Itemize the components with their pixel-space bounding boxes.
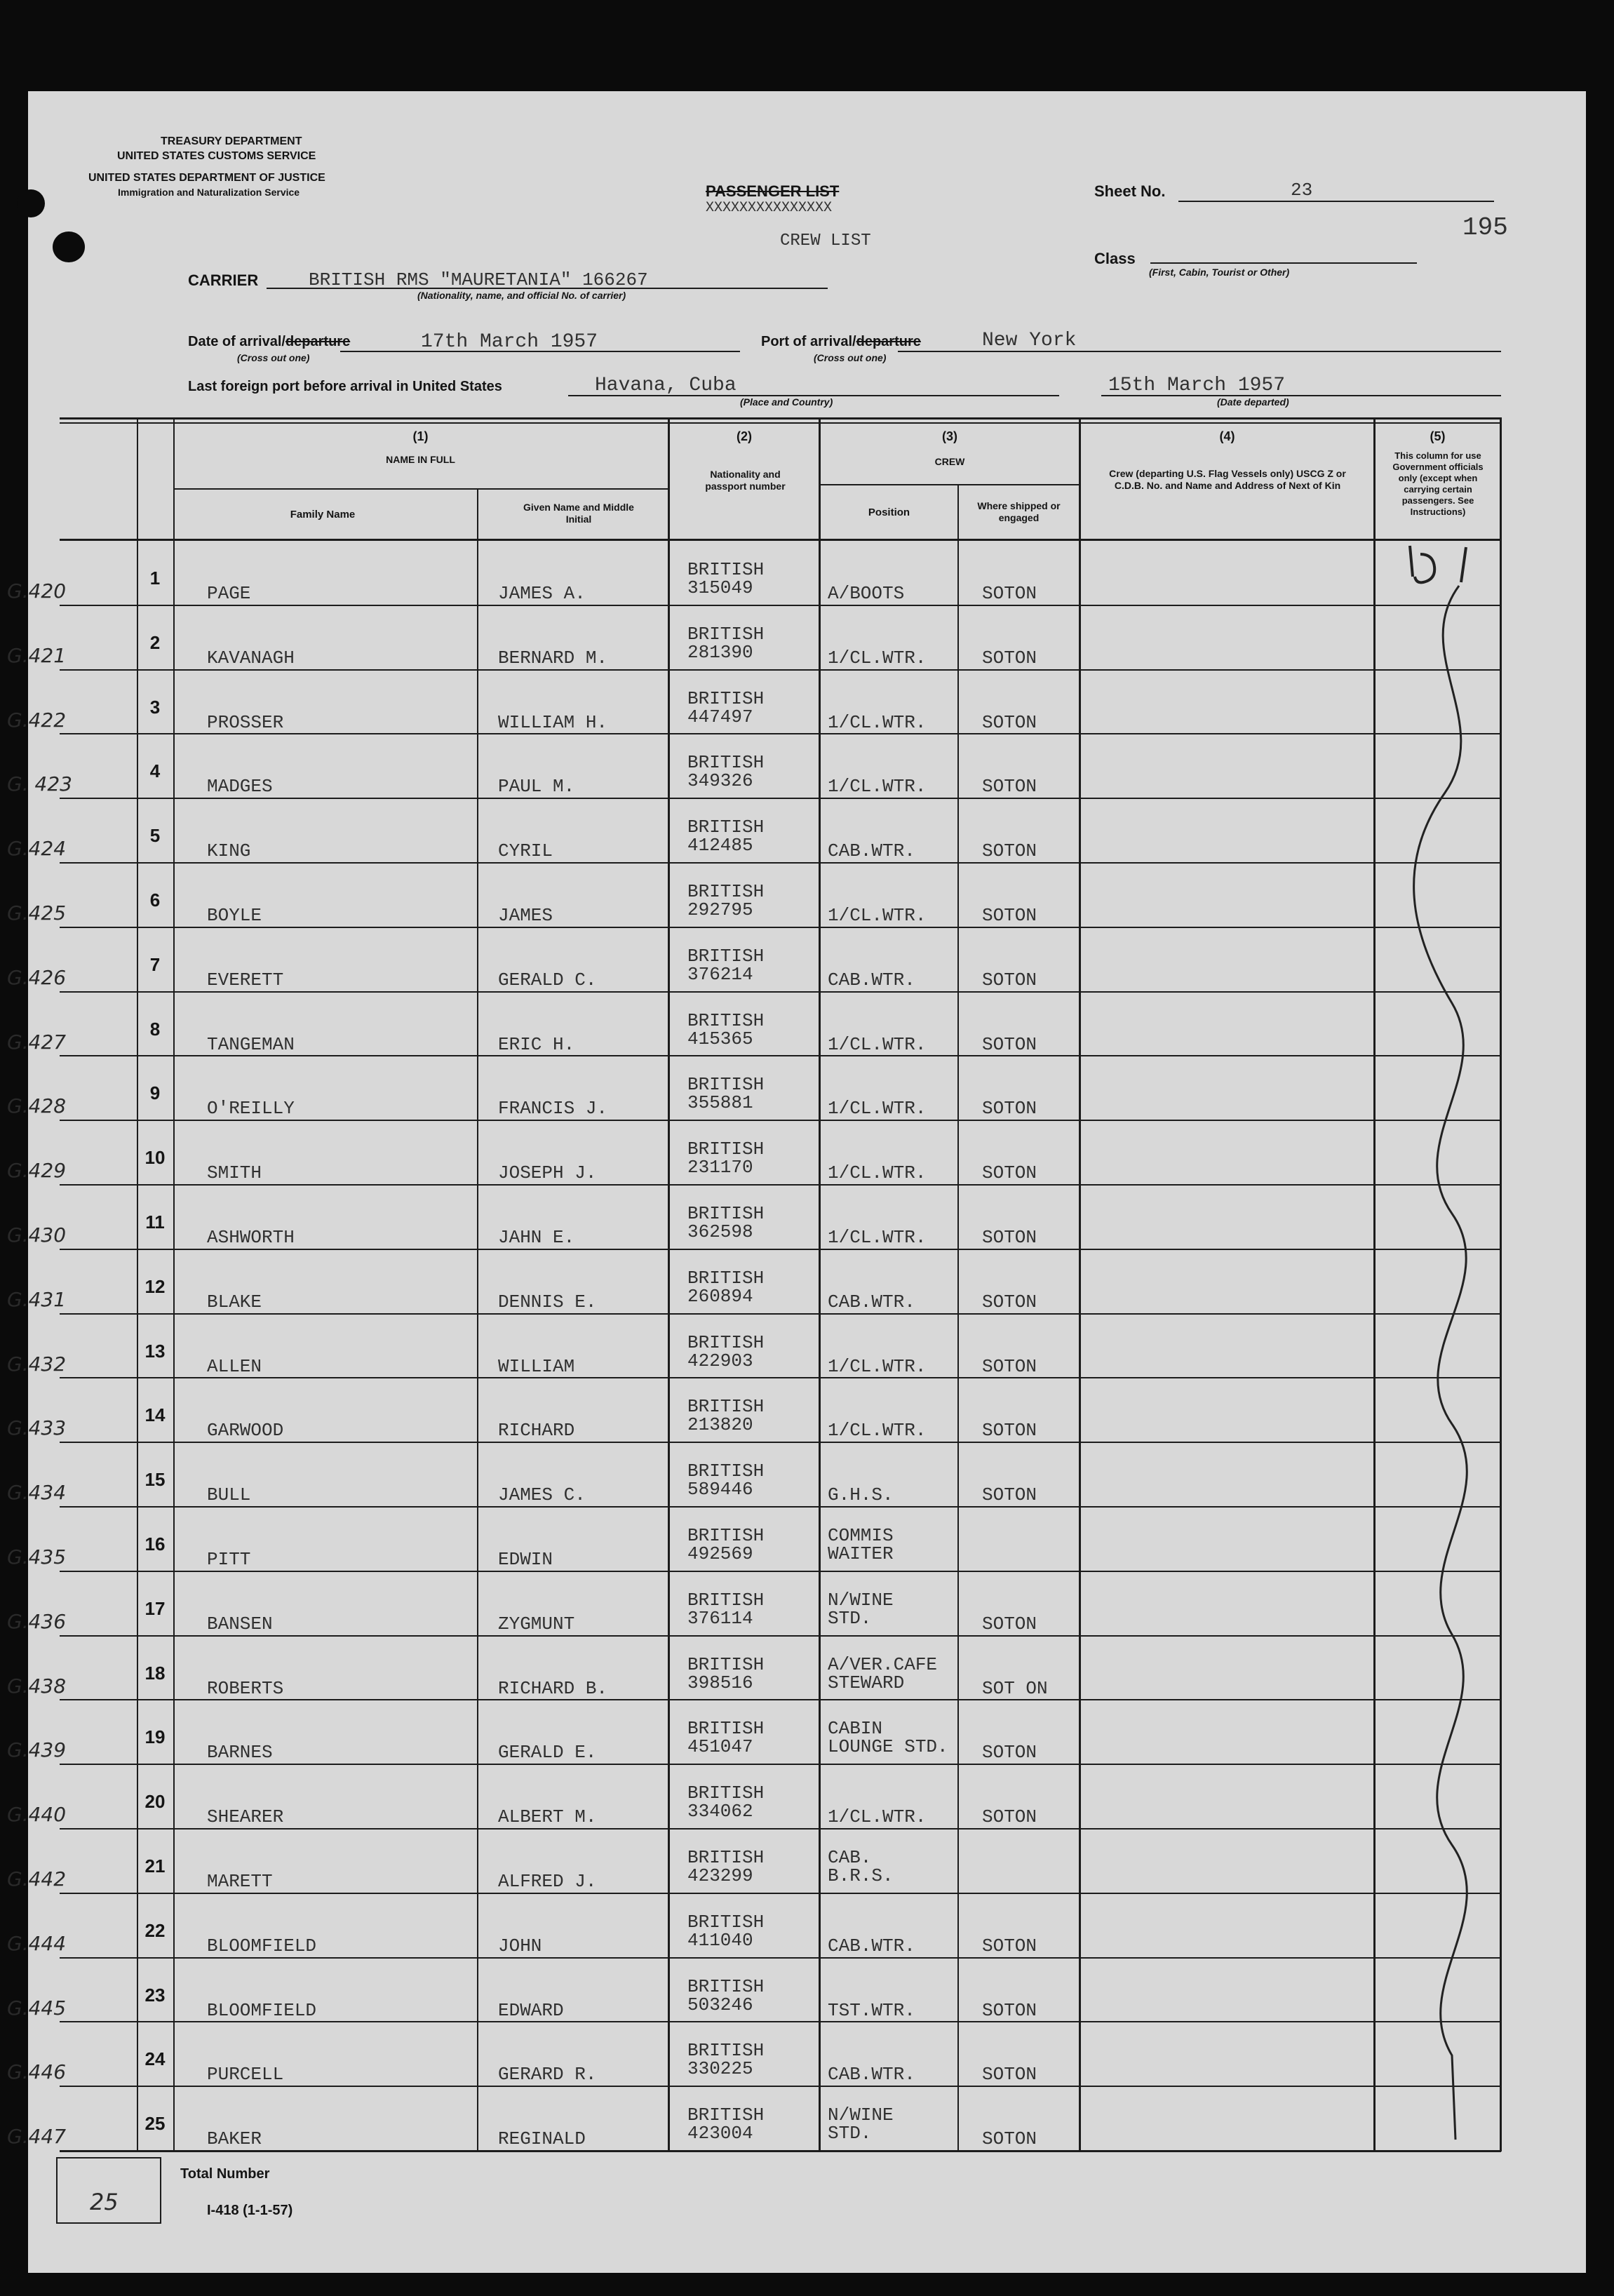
table-row — [7, 863, 1586, 927]
row-given-name: RICHARD — [498, 1420, 575, 1442]
row-number: 12 — [144, 1275, 166, 1297]
col5-title: This column for use Government officials only (except when carrying certain passengers. See Instructions) — [1392, 450, 1484, 517]
row-g-number: G.438 — [7, 1674, 67, 1698]
row-given-name: EDWIN — [498, 1549, 553, 1570]
row-position: 1/CL.WTR. — [828, 647, 927, 669]
row-g-number: G.434 — [7, 1481, 67, 1505]
row-family-name: GARWOOD — [207, 1420, 284, 1442]
row-position: A/VER.CAFE — [828, 1653, 938, 1675]
row-g-number: G. 423 — [7, 772, 72, 796]
total-box-left — [56, 2157, 58, 2224]
row-passport: 398516 — [687, 1672, 753, 1693]
row-passport: 213820 — [687, 1414, 753, 1436]
row-number: 10 — [144, 1147, 166, 1169]
row-shipped: SOTON — [982, 1033, 1037, 1055]
row-position: CAB. — [828, 1847, 872, 1868]
row-given-name: EDWARD — [498, 1999, 564, 2021]
row-position: N/WINE — [828, 2104, 894, 2126]
row-number: 18 — [144, 1662, 166, 1684]
row-g-number: G.433 — [7, 1416, 67, 1440]
row-shipped: SOTON — [982, 1999, 1037, 2021]
row-position: 1/CL.WTR. — [828, 776, 927, 798]
header-sub-divider-name — [173, 488, 668, 490]
row-nationality: BRITISH — [687, 1525, 765, 1546]
header-sub-divider-crew — [819, 484, 1079, 485]
row-position: A/BOOTS — [828, 583, 905, 604]
row-shipped: SOTON — [982, 711, 1037, 733]
foreign-port-hint: (Place and Country) — [740, 396, 833, 408]
row-position: G.H.S. — [828, 1484, 894, 1506]
agency-line-2: UNITED STATES CUSTOMS SERVICE — [117, 150, 316, 162]
row-family-name: BLOOMFIELD — [207, 1935, 317, 1956]
row-nationality: BRITISH — [687, 1847, 765, 1868]
row-passport: 334062 — [687, 1801, 753, 1822]
carrier-label: CARRIER — [188, 271, 259, 289]
row-given-name: ZYGMUNT — [498, 1613, 575, 1634]
row-g-number: G.421 — [7, 643, 67, 667]
port-of-arrival-hint: (Cross out one) — [814, 352, 887, 363]
row-g-number: G.430 — [7, 1223, 67, 1247]
row-divider — [60, 2150, 1501, 2151]
row-family-name: O'REILLY — [207, 1098, 295, 1120]
col2-number: (2) — [737, 429, 752, 443]
row-passport: 315049 — [687, 577, 753, 598]
row-number: 5 — [149, 825, 161, 847]
row-nationality: BRITISH — [687, 1911, 765, 1933]
row-number: 16 — [144, 1533, 166, 1555]
row-number: 13 — [144, 1340, 166, 1362]
col4-number: (4) — [1219, 429, 1235, 443]
row-nationality: BRITISH — [687, 1203, 765, 1224]
port-departure-struck: departure — [856, 334, 921, 349]
row-position-line2: STD. — [828, 1607, 872, 1629]
col1-title: NAME IN FULL — [386, 454, 455, 465]
row-shipped: SOTON — [982, 2128, 1037, 2150]
row-given-name: ALFRED J. — [498, 1871, 597, 1892]
row-given-name: WILLIAM H. — [498, 711, 608, 733]
row-passport: 330225 — [687, 2058, 753, 2080]
row-given-name: JAMES A. — [498, 583, 586, 604]
row-g-number: G.436 — [7, 1609, 67, 1633]
row-family-name: SHEARER — [207, 1806, 284, 1828]
row-passport: 355881 — [687, 1092, 753, 1114]
row-position-line2: STEWARD — [828, 1672, 905, 1693]
row-given-name: PAUL M. — [498, 776, 575, 798]
row-nationality: BRITISH — [687, 817, 765, 838]
sheet-no-underline — [1178, 201, 1494, 202]
col-position-header: Position — [868, 506, 910, 518]
row-number: 7 — [149, 953, 161, 975]
row-g-number: G.427 — [7, 1030, 67, 1054]
title-crew-list: CREW LIST — [780, 231, 871, 250]
row-g-number: G.442 — [7, 1867, 67, 1891]
row-passport: 492569 — [687, 1543, 753, 1564]
table-row — [7, 1442, 1586, 1507]
table-row — [7, 1764, 1586, 1829]
row-shipped: SOTON — [982, 905, 1037, 926]
row-position: COMMIS — [828, 1525, 894, 1546]
row-given-name: JAMES — [498, 905, 553, 926]
row-g-number: G.447 — [7, 2125, 67, 2149]
row-number: 25 — [144, 2113, 166, 2135]
row-g-number: G.422 — [7, 708, 67, 732]
row-family-name: MARETT — [207, 1871, 273, 1892]
row-number: 4 — [149, 760, 161, 782]
row-g-number: G.444 — [7, 1931, 67, 1955]
official-wavy-line — [1382, 540, 1501, 2154]
row-position-line2: LOUNGE STD. — [828, 1736, 948, 1758]
row-family-name: BAKER — [207, 2128, 262, 2150]
form-number: I-418 (1-1-57) — [207, 2203, 293, 2218]
row-number: 23 — [144, 1984, 166, 2006]
table-row — [7, 1249, 1586, 1314]
row-passport: 415365 — [687, 1028, 753, 1049]
table-row — [7, 927, 1586, 992]
row-g-number: G.429 — [7, 1159, 67, 1183]
title-passenger-list-struck: PASSENGER LIST — [706, 182, 840, 200]
row-family-name: BULL — [207, 1484, 251, 1506]
class-hint: (First, Cabin, Tourist or Other) — [1149, 267, 1290, 278]
row-shipped: SOTON — [982, 969, 1037, 991]
row-number: 11 — [145, 1211, 165, 1233]
carrier-value: BRITISH RMS "MAURETANIA" 166267 — [309, 269, 648, 290]
foreign-port-value: Havana, Cuba — [595, 375, 737, 396]
table-row — [7, 670, 1586, 734]
row-number: 24 — [144, 2048, 166, 2070]
row-g-number: G.431 — [7, 1287, 67, 1311]
row-family-name: SMITH — [207, 1162, 262, 1184]
row-family-name: KAVANAGH — [207, 647, 295, 669]
col-family-name-header: Family Name — [290, 509, 356, 521]
row-number: 9 — [149, 1082, 161, 1104]
row-position: TST.WTR. — [828, 1999, 915, 2021]
row-number: 14 — [144, 1404, 166, 1426]
row-nationality: BRITISH — [687, 1009, 765, 1031]
col1-number: (1) — [412, 429, 429, 443]
row-position: CAB.WTR. — [828, 2064, 915, 2086]
row-passport: 447497 — [687, 706, 753, 727]
row-shipped: SOTON — [982, 1484, 1037, 1506]
agency-line-3: UNITED STATES DEPARTMENT OF JUSTICE — [88, 172, 325, 184]
table-row — [7, 1893, 1586, 1958]
row-passport: 422903 — [687, 1350, 753, 1371]
row-g-number: G.445 — [7, 1996, 67, 2020]
row-nationality: BRITISH — [687, 1139, 765, 1160]
row-number: 6 — [149, 889, 161, 911]
row-position: CAB.WTR. — [828, 1291, 915, 1313]
row-passport: 362598 — [687, 1221, 753, 1242]
col3-number: (3) — [942, 429, 957, 443]
port-arrival-text: Port of arrival/ — [761, 334, 856, 349]
row-nationality: BRITISH — [687, 687, 765, 709]
table-row — [7, 2022, 1586, 2086]
table-row — [7, 1507, 1586, 1571]
row-nationality: BRITISH — [687, 559, 765, 580]
row-number: 20 — [144, 1791, 166, 1813]
row-shipped: SOTON — [982, 2064, 1037, 2086]
row-given-name: FRANCIS J. — [498, 1098, 608, 1120]
row-position: 1/CL.WTR. — [828, 1420, 927, 1442]
total-number-label: Total Number — [180, 2166, 270, 2182]
table-row — [7, 1829, 1586, 1893]
row-passport: 349326 — [687, 770, 753, 792]
row-passport: 503246 — [687, 1994, 753, 2015]
row-g-number: G.446 — [7, 2060, 67, 2084]
row-nationality: BRITISH — [687, 1653, 765, 1675]
row-nationality: BRITISH — [687, 881, 765, 902]
row-shipped: SOTON — [982, 1806, 1037, 1828]
row-given-name: ERIC H. — [498, 1033, 575, 1055]
row-nationality: BRITISH — [687, 2104, 765, 2126]
table-row — [7, 1314, 1586, 1378]
row-family-name: ROBERTS — [207, 1677, 284, 1699]
total-box-bottom — [56, 2222, 161, 2224]
row-passport: 376114 — [687, 1607, 753, 1629]
row-family-name: BLAKE — [207, 1291, 262, 1313]
row-shipped: SOTON — [982, 1355, 1037, 1377]
row-nationality: BRITISH — [687, 1783, 765, 1804]
foreign-port-label: Last foreign port before arrival in United States — [188, 379, 502, 394]
row-passport: 412485 — [687, 835, 753, 857]
table-row — [7, 1700, 1586, 1764]
row-number: 19 — [144, 1726, 166, 1748]
row-shipped: SOTON — [982, 647, 1037, 669]
punch-hole-bottom — [53, 231, 85, 262]
class-underline — [1150, 262, 1417, 264]
row-shipped: SOT ON — [982, 1677, 1048, 1699]
row-family-name: PAGE — [207, 583, 251, 604]
row-g-number: G.435 — [7, 1545, 67, 1569]
row-position: CAB.WTR. — [828, 969, 915, 991]
row-number: 21 — [144, 1855, 166, 1877]
table-row — [7, 605, 1586, 670]
row-passport: 451047 — [687, 1736, 753, 1758]
row-shipped: SOTON — [982, 583, 1037, 604]
port-of-arrival-label — [761, 334, 921, 350]
row-shipped: SOTON — [982, 1935, 1037, 1956]
row-position: CAB.WTR. — [828, 840, 915, 862]
col2-title: Nationality and passport number — [705, 469, 786, 492]
table-top-border-2 — [60, 422, 1501, 424]
row-given-name: JOSEPH J. — [498, 1162, 597, 1184]
table-row — [7, 1378, 1586, 1442]
row-family-name: BARNES — [207, 1742, 273, 1764]
date-departed-value: 15th March 1957 — [1108, 375, 1286, 396]
row-g-number: G.426 — [7, 965, 67, 989]
row-nationality: BRITISH — [687, 752, 765, 774]
row-position-line2: B.R.S. — [828, 1865, 894, 1886]
row-nationality: BRITISH — [687, 623, 765, 645]
row-g-number: G.440 — [7, 1803, 67, 1827]
row-shipped: SOTON — [982, 1742, 1037, 1764]
row-given-name: GERARD R. — [498, 2064, 597, 2086]
row-shipped: SOTON — [982, 1420, 1037, 1442]
total-box-top — [56, 2157, 161, 2159]
table-row — [7, 1056, 1586, 1120]
row-given-name: JAHN E. — [498, 1227, 575, 1248]
table-row — [7, 992, 1586, 1056]
row-number: 8 — [149, 1018, 161, 1040]
row-position-line2: WAITER — [828, 1543, 894, 1564]
row-passport: 423299 — [687, 1865, 753, 1886]
row-nationality: BRITISH — [687, 945, 765, 967]
row-number: 15 — [144, 1469, 166, 1491]
col3-title: CREW — [934, 456, 965, 467]
row-passport: 231170 — [687, 1157, 753, 1179]
row-g-number: G.420 — [7, 579, 67, 603]
row-given-name: GERALD E. — [498, 1742, 597, 1764]
agency-line-4: Immigration and Naturalization Service — [118, 187, 300, 198]
row-g-number: G.425 — [7, 901, 67, 925]
row-nationality: BRITISH — [687, 1267, 765, 1289]
row-nationality: BRITISH — [687, 1331, 765, 1353]
row-given-name: ALBERT M. — [498, 1806, 597, 1828]
col4-title: Crew (departing U.S. Flag Vessels only) USCG Z or C.D.B. No. and Name and Address of Next of Kin — [1109, 468, 1346, 491]
col5-number: (5) — [1430, 429, 1446, 443]
row-shipped: SOTON — [982, 1291, 1037, 1313]
row-given-name: BERNARD M. — [498, 647, 608, 669]
title-struck-overtype: XXXXXXXXXXXXXXX — [706, 200, 833, 216]
row-given-name: REGINALD — [498, 2128, 586, 2150]
row-given-name: WILLIAM — [498, 1355, 575, 1377]
table-row — [7, 1958, 1586, 2022]
date-of-arrival-value: 17th March 1957 — [421, 331, 598, 353]
row-family-name: PITT — [207, 1549, 251, 1570]
row-nationality: BRITISH — [687, 1074, 765, 1096]
row-shipped: SOTON — [982, 1613, 1037, 1634]
row-given-name: RICHARD B. — [498, 1677, 608, 1699]
row-nationality: BRITISH — [687, 2040, 765, 2062]
port-of-arrival-value: New York — [982, 330, 1077, 351]
row-family-name: MADGES — [207, 776, 273, 798]
date-of-arrival-hint: (Cross out one) — [237, 352, 310, 363]
row-passport: 411040 — [687, 1929, 753, 1951]
table-row — [7, 1185, 1586, 1249]
row-given-name: GERALD C. — [498, 969, 597, 991]
total-box-right — [160, 2157, 161, 2224]
row-passport: 281390 — [687, 641, 753, 663]
date-arrival-text: Date of arrival/ — [188, 334, 285, 349]
row-family-name: PURCELL — [207, 2064, 284, 2086]
row-position: N/WINE — [828, 1589, 894, 1611]
carrier-hint: (Nationality, name, and official No. of carrier) — [417, 290, 626, 301]
row-nationality: BRITISH — [687, 1589, 765, 1611]
table-row — [7, 1571, 1586, 1636]
table-row — [7, 1120, 1586, 1185]
row-family-name: KING — [207, 840, 251, 862]
row-position: 1/CL.WTR. — [828, 1098, 927, 1120]
row-position: 1/CL.WTR. — [828, 1355, 927, 1377]
row-shipped: SOTON — [982, 840, 1037, 862]
row-number: 22 — [144, 1919, 166, 1941]
row-family-name: EVERETT — [207, 969, 284, 991]
row-family-name: BANSEN — [207, 1613, 273, 1634]
row-given-name: JAMES C. — [498, 1484, 586, 1506]
row-passport: 376214 — [687, 963, 753, 985]
col-given-name-header: Given Name and Middle Initial — [523, 502, 634, 525]
row-family-name: ASHWORTH — [207, 1227, 295, 1248]
row-number: 3 — [149, 696, 161, 718]
row-given-name: DENNIS E. — [498, 1291, 597, 1313]
row-g-number: G.428 — [7, 1094, 67, 1118]
date-departed-hint: (Date departed) — [1217, 396, 1289, 408]
row-family-name: BOYLE — [207, 905, 262, 926]
row-nationality: BRITISH — [687, 1396, 765, 1418]
row-passport: 260894 — [687, 1285, 753, 1307]
date-departure-struck: departure — [285, 334, 351, 349]
row-family-name: PROSSER — [207, 711, 284, 733]
row-family-name: BLOOMFIELD — [207, 1999, 317, 2021]
row-position-line2: STD. — [828, 2123, 872, 2144]
row-shipped: SOTON — [982, 1162, 1037, 1184]
row-nationality: BRITISH — [687, 1718, 765, 1740]
col-shipped-header: Where shipped or engaged — [977, 500, 1061, 523]
table-row — [7, 798, 1586, 863]
table-row — [7, 734, 1586, 798]
table-row — [7, 1636, 1586, 1700]
total-number-value: 25 — [90, 2189, 119, 2215]
row-number: 1 — [149, 568, 161, 589]
table-row — [7, 541, 1586, 605]
row-position: 1/CL.WTR. — [828, 711, 927, 733]
row-nationality: BRITISH — [687, 1975, 765, 1997]
row-shipped: SOTON — [982, 776, 1037, 798]
class-label: Class — [1094, 250, 1136, 267]
table-top-border — [60, 417, 1501, 419]
agency-line-1: TREASURY DEPARTMENT — [161, 135, 302, 147]
row-position: 1/CL.WTR. — [828, 1227, 927, 1248]
row-given-name: JOHN — [498, 1935, 542, 1956]
row-position: 1/CL.WTR. — [828, 1806, 927, 1828]
row-position: 1/CL.WTR. — [828, 905, 927, 926]
table-row — [7, 2086, 1586, 2151]
row-position: 1/CL.WTR. — [828, 1033, 927, 1055]
row-family-name: TANGEMAN — [207, 1033, 295, 1055]
row-family-name: ALLEN — [207, 1355, 262, 1377]
row-position: CABIN — [828, 1718, 883, 1740]
row-number: 2 — [149, 631, 161, 653]
row-nationality: BRITISH — [687, 1461, 765, 1482]
row-passport: 292795 — [687, 899, 753, 920]
punch-hole-top — [17, 189, 45, 217]
row-g-number: G.439 — [7, 1738, 67, 1762]
row-given-name: CYRIL — [498, 840, 553, 862]
date-of-arrival-label — [188, 334, 350, 350]
row-passport: 589446 — [687, 1479, 753, 1501]
row-shipped: SOTON — [982, 1098, 1037, 1120]
row-position: CAB.WTR. — [828, 1935, 915, 1956]
sheet-stamp-number: 195 — [1462, 213, 1508, 242]
sheet-no-value: 23 — [1291, 180, 1313, 201]
row-g-number: G.432 — [7, 1352, 67, 1376]
row-passport: 423004 — [687, 2123, 753, 2144]
row-position: 1/CL.WTR. — [828, 1162, 927, 1184]
row-g-number: G.424 — [7, 837, 67, 861]
row-number: 17 — [144, 1597, 166, 1619]
crew-list-form — [7, 91, 1586, 2273]
row-shipped: SOTON — [982, 1227, 1037, 1248]
sheet-no-label: Sheet No. — [1094, 182, 1166, 200]
